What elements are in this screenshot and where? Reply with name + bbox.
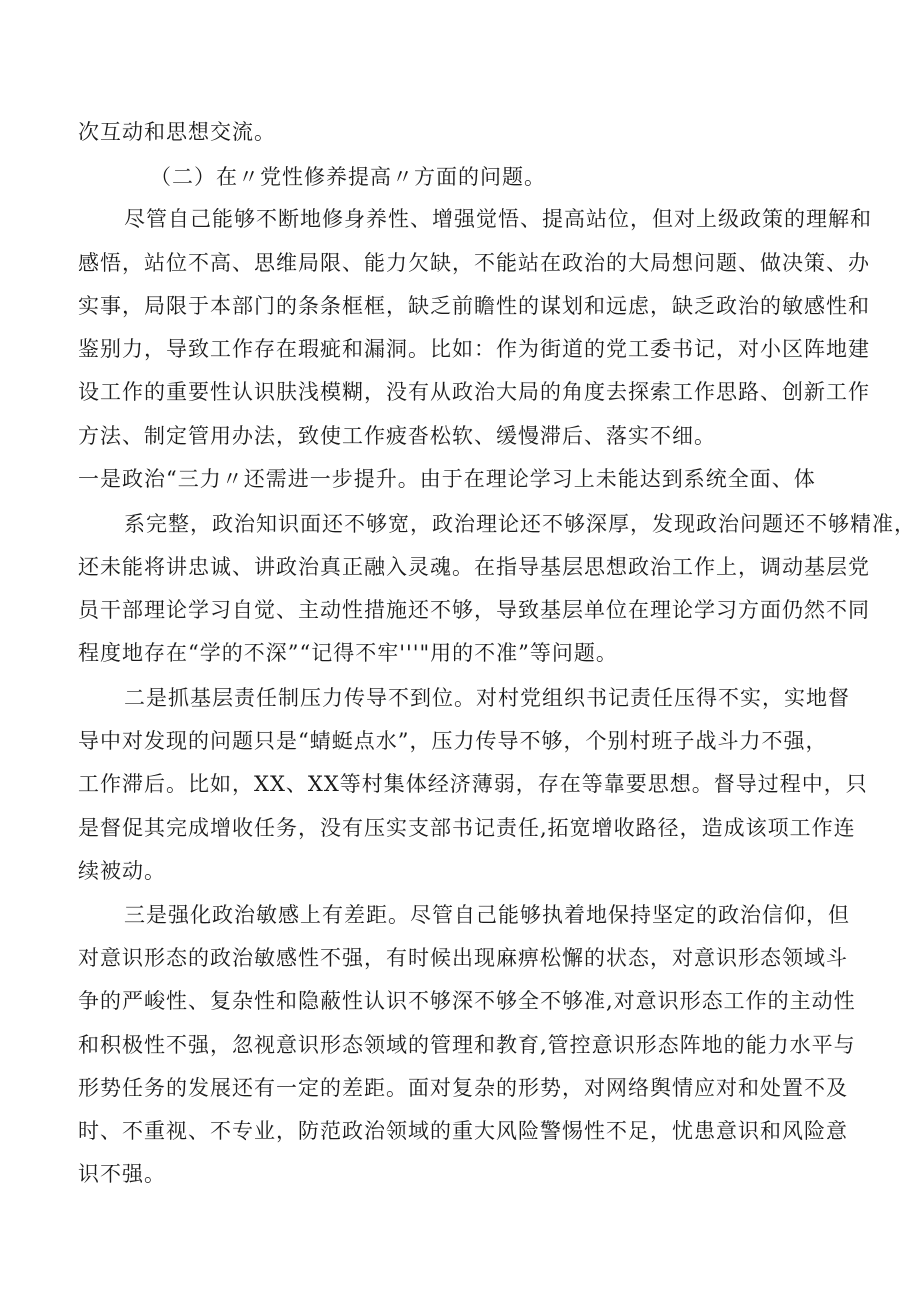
text-line: 对意识形态的政治敏感性不强，有时候出现麻痹松懈的状态，对意识形态领域斗: [78, 946, 848, 970]
text-line: 次互动和思想交流。: [78, 120, 276, 144]
text-line: 三是强化政治敏感上有差距。尽管自己能够执着地保持坚定的政治信仰，但: [124, 903, 850, 927]
text-line: 导中对发现的问题只是“蜻蜓点水”，压力传导不够，个别村班子战斗力不强，: [78, 729, 828, 753]
section-heading: （二）在〃党性修养提高〃方面的问题。: [150, 165, 546, 189]
text-line: 感悟，站位不高、思维局限、能力欠缺，不能站在政治的大局想问题、做决策、办: [78, 251, 870, 275]
text-line: 工作滞后。比如，XX、XX等村集体经济薄弱，存在等靠要思想。督导过程中，只: [78, 772, 868, 796]
text-line: 程度地存在“学的不深”“记得不牢'''"用的不准”等问题。: [78, 641, 618, 665]
text-line: 形势任务的发展还有一定的差距。面对复杂的形势，对网络舆情应对和处置不及: [78, 1076, 848, 1100]
text-line: 是督促其完成增收任务，没有压实支部书记责任,拓宽增收路径，造成该项工作连: [78, 816, 856, 840]
text-line: 一是政治“三力〃还需进一步提升。由于在理论学习上未能达到系统全面、体: [78, 467, 816, 491]
text-line: 争的严峻性、复杂性和隐蔽性认识不够深不够全不够准,对意识形态工作的主动性: [78, 989, 856, 1013]
text-line: 设工作的重要性认识肤浅模糊，没有从政治大局的角度去探索工作思路、创新工作: [78, 380, 870, 404]
text-line: 续被动。: [78, 859, 166, 883]
text-line: 时、不重视、不专业，防范政治领域的重大风险警惕性不足，忧患意识和风险意: [78, 1119, 848, 1143]
text-line: 二是抓基层责任制压力传导不到位。对村党组织书记责任压得不实，实地督: [124, 686, 850, 710]
text-line: 员干部理论学习自觉、主动性措施还不够，导致基层单位在理论学习方面仍然不同: [78, 598, 870, 622]
text-line: 识不强。: [78, 1162, 166, 1186]
text-line: 系完整，政治知识面还不够宽，政治理论还不够深厚，发现政治问题还不够精准，: [124, 512, 916, 536]
text-line: 还未能将讲忠诚、讲政治真正融入灵魂。在指导基层思想政治工作上，调动基层党: [78, 555, 870, 579]
text-line: 和积极性不强，忽视意识形态领域的管理和教育,管控意识形态阵地的能力水平与: [78, 1033, 856, 1057]
text-line: 方法、制定管用办法，致使工作疲沓松软、缓慢滞后、落实不细。: [78, 424, 716, 448]
text-line: 鉴别力，导致工作存在瑕疵和漏洞。比如：作为街道的党工委书记，对小区阵地建: [78, 337, 870, 361]
text-line: 尽管自己能够不断地修身养性、增强觉悟、提高站位，但对上级政策的理解和: [124, 207, 872, 231]
text-line: 实事，局限于本部门的条条框框，缺乏前瞻性的谋划和远虑，缺乏政治的敏感性和: [78, 294, 870, 318]
